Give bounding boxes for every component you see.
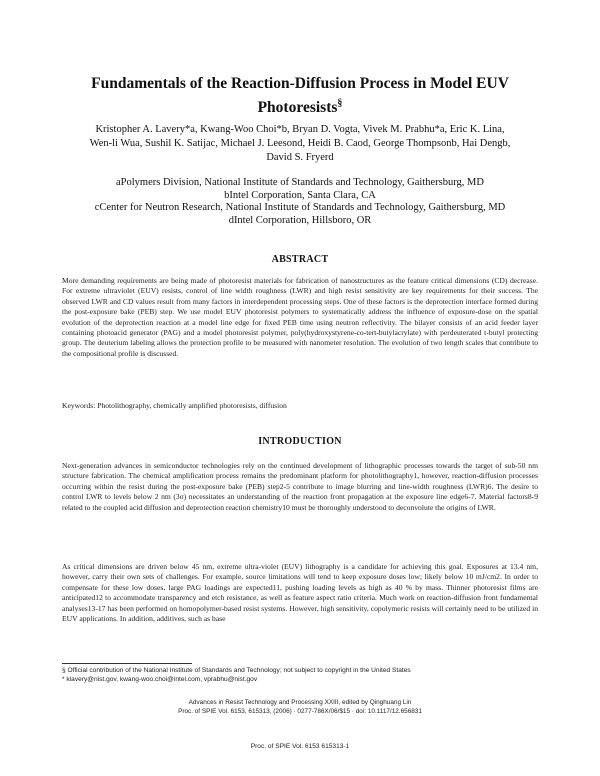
introduction-paragraph-1: Next-generation advances in semiconductor technologies rely on the continued development of lithographic processes towards the target of sub-50 nm structure fabrication. The chemical amplification process remains the predominant platform for photolithography1, however, reaction-diffusion processes occurring within the resist during the post-exposure bake (PEB) step2-5 contribute to image blurring and line-width roughness (LWR)6. The desire to control LWR to levels below 2 nm (3σ) necessitates an understanding of the reaction front propagation at the exposure line edge6-7. Material factors8-9 related to the coupled acid diffusion and deprotection reaction chemistry10 must be thoroughly understood to deconvolute the origins of LWR. <box>62 461 538 512</box>
author-list <box>56 123 544 165</box>
author-line-3: David S. Fryerd <box>266 152 334 163</box>
title-footnote-mark: § <box>337 98 343 109</box>
footnote-divider <box>62 663 192 664</box>
affiliation-a: aPolymers Division, National Institute of Standards and Technology, Gaithersburg, MD <box>116 177 484 188</box>
introduction-paragraph-2: As critical dimensions are driven below 45 nm, extreme ultra-violet (EUV) lithography is a candidate for achieving this goal. Exposures at 13.4 nm, however, carry their own sets of challenges. For example, source limitations will tend to keep exposure doses low; likely below 10 mJ/cm2. In order to compensate for these low doses, large PAG loadings are expected11, pushing loading levels as high as 40 % by mass. Thinner photoresist films are anticipated12 to accommodate transparency and etch resistance, as well as feature aspect ratio criteria. Much work on reaction-diffusion front fundamental analyses13-17 has been performed on homopolymer-based resist systems. However, high sensitivity, copolymeric resists will certainly need to be utilized in EUV applications. In addition, additives, such as base <box>62 562 538 624</box>
page-footer: Proc. of SPIE Vol. 6153 615313-1 <box>250 743 350 750</box>
abstract-text: More demanding requirements are being made of photoresist materials for fabrication of nanostructures as the feature critical dimensions (CD) decrease. For extreme ultraviolet (EUV) resists, control of line width roughness (LWR) and high resist sensitivity are key requirements for their success. The observed LWR and CD values result from many factors in interdependent processing steps. One of these factors is the deprotection interface formed during the post-exposure bake (PEB) step. We use model EUV photoresist polymers to systematically address the influence of exposure-dose on the spatial evolution of the deprotection reaction at a model line edge for fixed PEB time using neutron reflectivity. The bilayer consists of an acid feeder layer containing photoacid generator (PAG) and a model photoresist polymer, poly(hydroxystyrene-co-tert-butylacrylate) with perdeuterated t-butyl protecting group. The deuterium labeling allows the protection profile to be measured with nanometer resolution. The evolution of two length scales that contribute to the compositional profile is discussed. <box>62 276 538 358</box>
proceedings-line-2: Proc. of SPIE Vol. 6153, 615313, (2006) · 0277-786X/06/$15 · doi: 10.1117/12.656831 <box>178 707 422 715</box>
affiliation-d: dIntel Corporation, Hillsboro, OR <box>228 214 372 226</box>
title-line-2-text: Photoresists <box>257 99 338 117</box>
title-line-2 <box>60 94 540 118</box>
footnotes <box>62 666 538 685</box>
proceedings-line-1: Advances in Resist Technology and Processing XXIII, edited by Qinghuang Lin <box>188 699 412 706</box>
title-line-1: Fundamentals of the Reaction-Diffusion Process in Model EUV <box>91 75 509 92</box>
author-line-2: Wen-li Wua, Sushil K. Satijac, Michael J. Leesond, Heidi B. Caod, George Thompsonb, Hai Dengb, <box>89 138 511 149</box>
proceedings-info <box>60 699 540 716</box>
introduction-heading: INTRODUCTION <box>258 436 342 447</box>
affiliation-list <box>56 177 544 227</box>
keywords: Keywords: Photolithography, chemically amplified photoresists, diffusion <box>62 401 287 410</box>
abstract-heading: ABSTRACT <box>271 254 329 265</box>
footnote-2: * klavery@nist.gov, kwang-woo.choi@intel.com, vprabhu@nist.gov <box>62 676 258 684</box>
affiliation-b: bIntel Corporation, Santa Clara, CA <box>224 189 376 201</box>
affiliation-c: cCenter for Neutron Research, National Institute of Standards and Technology, Gaithersburg, MD <box>94 202 506 213</box>
footnote-1: § Official contribution of the National Institute of Standards and Technology; not subject to copyright in the United States <box>62 667 411 674</box>
paper-title <box>60 74 540 118</box>
author-line-1: Kristopher A. Lavery*a, Kwang-Woo Choi*b, Bryan D. Vogta, Vivek M. Prabhu*a, Eric K. Lina, <box>95 124 505 135</box>
